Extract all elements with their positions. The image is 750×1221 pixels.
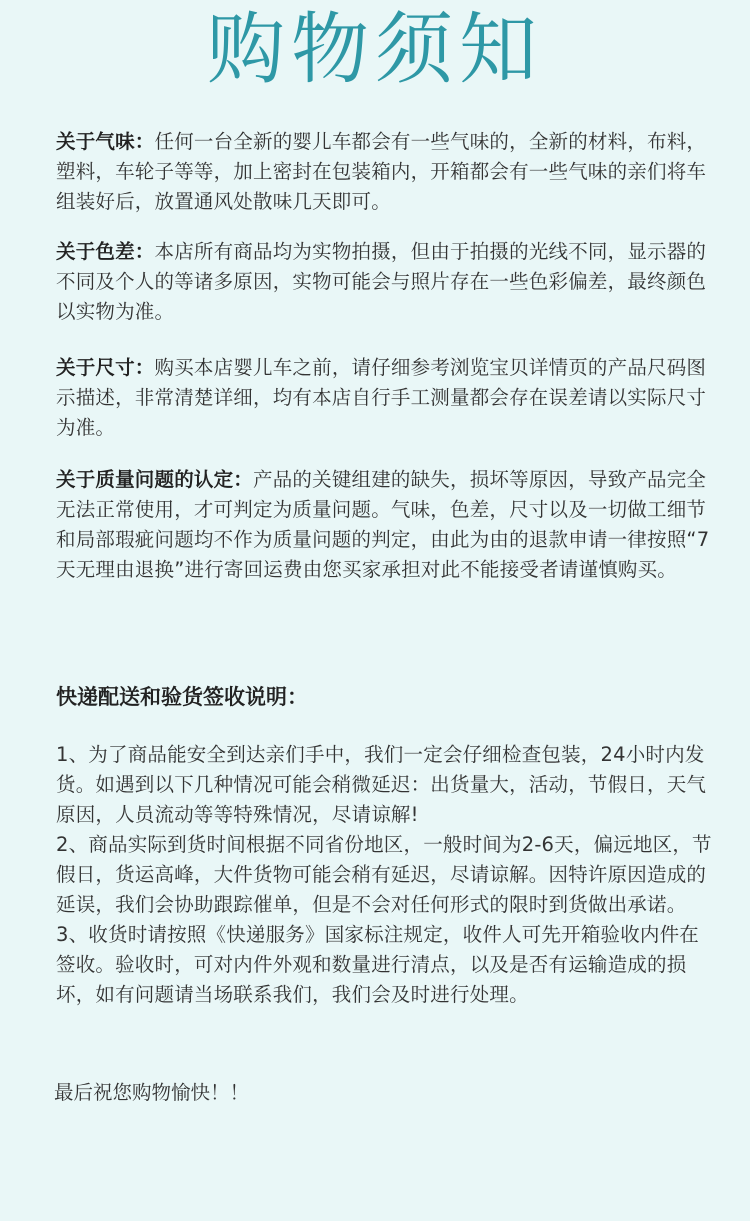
shipping-list [56,740,716,1010]
notice-text: 产品的关键组建的缺失，损坏等原因，导致产品完全无法正常使用，才可判定为质量问题。气味，色差，尺寸以及一切做工细节和局部瑕疵问题均不作为质量问题的判定，由此为由的退款申请一律按照“7天无理由退换”进行寄回运费由您买家承担对此不能接受者请谨慎购买。 [56,468,710,581]
notice-label: 关于气味： [56,130,155,153]
shipping-item: 2、商品实际到货时间根据不同省份地区，一般时间为2-6天，偏远地区，节假日，货运高峰，大件货物可能会稍有延迟，尽请谅解。因特许原因造成的延误，我们会协助跟踪催单，但是不会对任何形式的限时到货做出承诺。 [56,833,712,916]
closing-text: 最后祝您购物愉快！！ [54,1081,250,1104]
shipping-heading: 快递配送和验货签收说明： [56,685,308,709]
notice-text: 购买本店婴儿车之前，请仔细参考浏览宝贝详情页的产品尺码图示描述，非常清楚详细，均有本店自行手工测量都会存在误差请以实际尺寸为准。 [56,356,707,439]
notice-label: 关于色差： [56,240,155,263]
notice-color [56,237,716,327]
notice-label: 关于质量问题的认定： [56,468,254,491]
shipping-item: 3、收货时请按照《快递服务》国家标注规定，收件人可先开箱验收内件在签收。验收时，可对内件外观和数量进行清点，以及是否有运输造成的损坏，如有问题请当场联系我们，我们会及时进行处理。 [56,923,700,1006]
notice-label: 关于尺寸： [56,356,155,379]
shipping-item: 1、为了商品能安全到达亲们手中，我们一定会仔细检查包装，24小时内发货。如遇到以下几种情况可能会稍微延迟：出货量大，活动，节假日，天气原因，人员流动等等特殊情况，尽请谅解! [56,743,707,826]
page-title: 购物须知 [206,5,543,95]
notice-text: 本店所有商品均为实物拍摄，但由于拍摄的光线不同，显示器的不同及个人的等诸多原因，实物可能会与照片存在一些色彩偏差，最终颜色以实物为准。 [56,240,707,323]
notice-smell [56,127,716,217]
notice-size [56,353,716,443]
notice-text: 任何一台全新的婴儿车都会有一些气味的，全新的材料，布料，塑料，车轮子等等，加上密封在包装箱内，开箱都会有一些气味的亲们将车组装好后，放置通风处散味几天即可。 [56,130,707,213]
notice-quality [56,465,716,585]
